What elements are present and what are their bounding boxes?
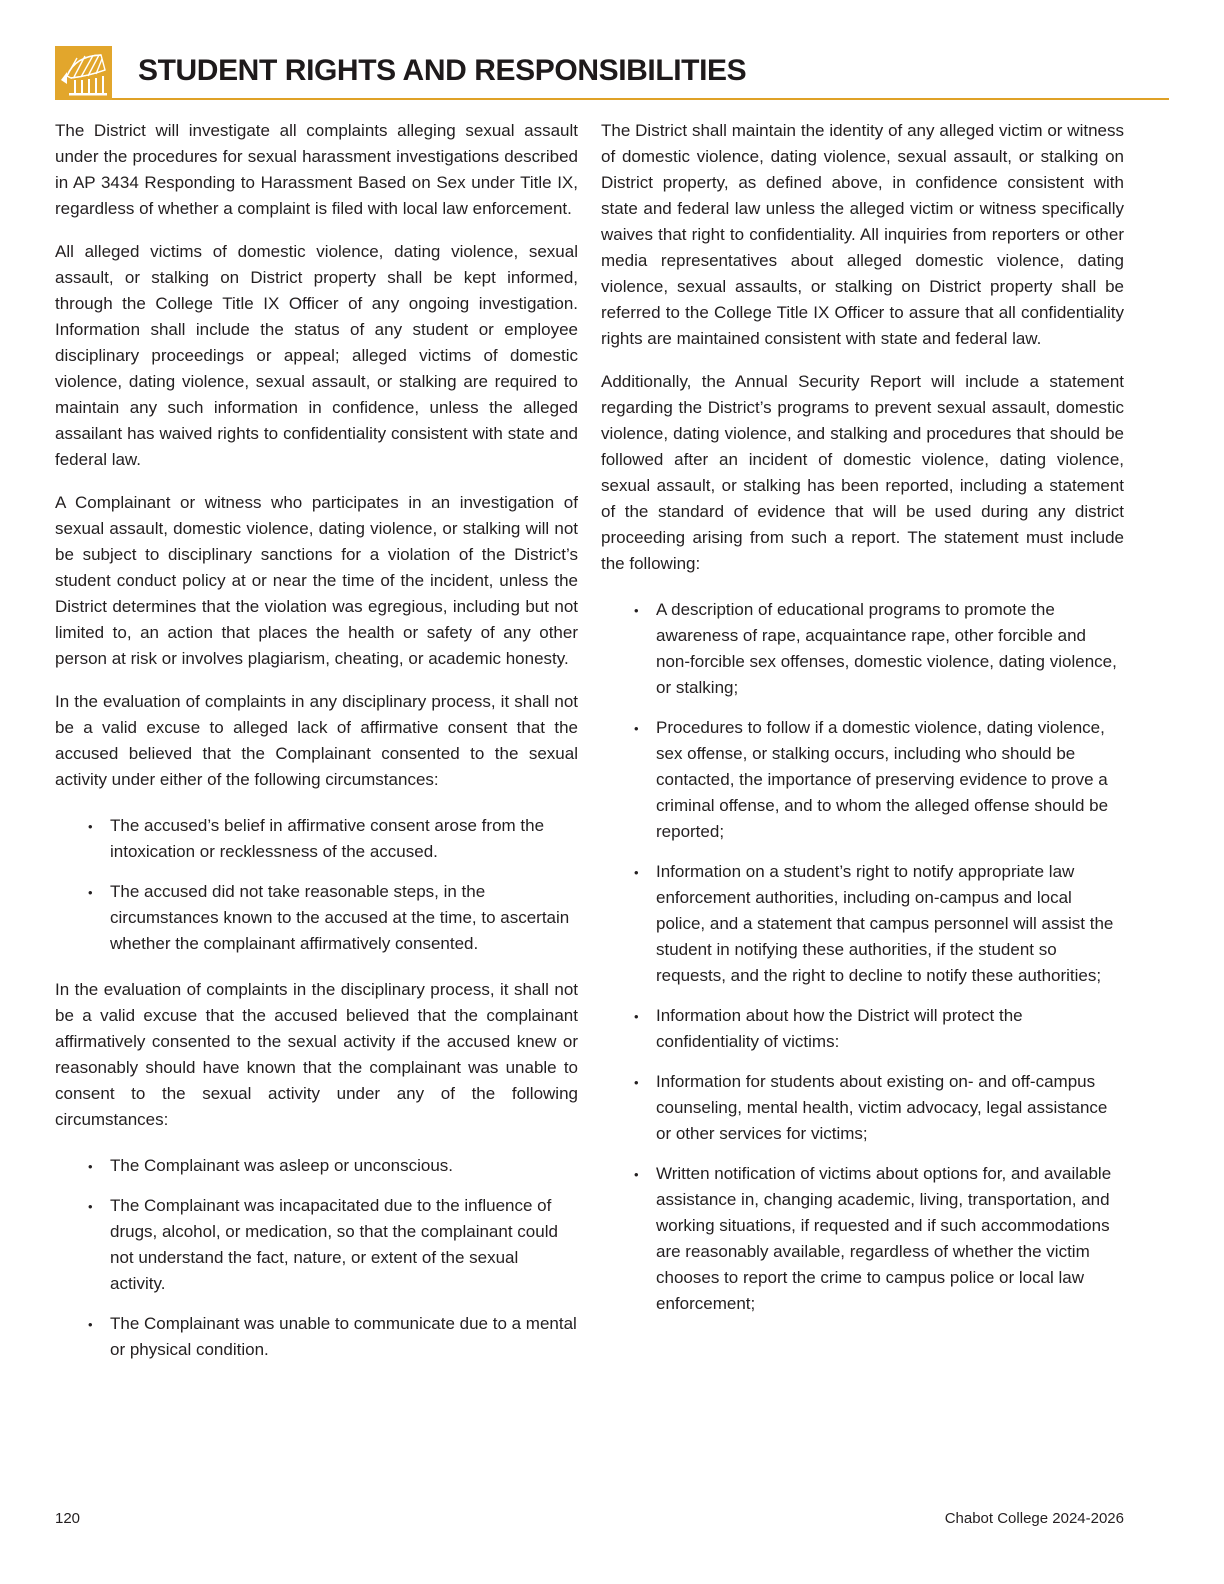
page-number: 120 — [55, 1510, 81, 1527]
college-rotunda-building-icon — [55, 46, 112, 100]
document-body — [55, 118, 1125, 1383]
edition-label: Chabot College 2024-2026 — [944, 1510, 1124, 1527]
list-item: • Information about how the District will protect the confidentiality of victims: — [634, 1003, 1124, 1055]
body-paragraph: Additionally, the Annual Security Report will include a statement regarding the District’s programs to prevent sexual assault, domestic violence, dating violence, and stalking and procedures that should be followed after an incident of domestic violence, dating violence, sexual assault, or stalking has been reported, including a statement of the standard of evidence that will be used during any district proceeding arising from such a report. The statement must include the following: — [601, 372, 1124, 573]
header-gold-rule — [55, 98, 1169, 100]
list-item: • The Complainant was incapacitated due to the influence of drugs, alcohol, or medication, so that the complainant could not understand the fact, nature, or extent of the sexual activity. — [88, 1193, 578, 1297]
body-paragraph: In the evaluation of complaints in any disciplinary process, it shall not be a valid excuse to alleged lack of affirmative consent that the accused believed that the Complainant consented to the sexual activity under either of the following circumstances: — [55, 692, 578, 789]
bullet-list — [634, 597, 1124, 1317]
body-paragraph: All alleged victims of domestic violence, dating violence, sexual assault, or stalking on District property shall be kept informed, through the College Title IX Officer of any ongoing investigation. Information shall include the status of any student or employee disciplinary proceedings or appeal; alleged victims of domestic violence, dating violence, sexual assault, or stalking are required to maintain any such information in confidence, unless the alleged assailant has waived rights to confidentiality consistent with state and federal law. — [55, 242, 578, 469]
page-footer — [55, 1510, 1124, 1527]
page-header — [55, 46, 1169, 100]
list-item: • The accused’s belief in affirmative consent arose from the intoxication or recklessness of the accused. — [88, 813, 578, 865]
list-item: • Information for students about existing on- and off-campus counseling, mental health, victim advocacy, legal assistance or other services for victims; — [634, 1069, 1124, 1147]
body-paragraph: The District will investigate all complaints alleging sexual assault under the procedures for sexual harassment investigations described in AP 3434 Responding to Harassment Based on Sex under Title IX, regardless of whether a complaint is filed with local law enforcement. — [55, 121, 578, 218]
list-item: • Written notification of victims about options for, and available assistance in, changing academic, living, transportation, and working situations, if requested and if such accommodations are reasonably available, regardless of whether the victim chooses to report the crime to campus police or local law enforcement; — [634, 1161, 1124, 1317]
bullet-list — [88, 1153, 578, 1363]
body-paragraph: A Complainant or witness who participates in an investigation of sexual assault, domestic violence, dating violence, or stalking will not be subject to disciplinary sanctions for a violation of the District’s student conduct policy at or near the time of the incident, unless the District determines that the violation was egregious, including but not limited to, an action that places the health or safety of any other person at risk or involves plagiarism, cheating, or academic honesty. — [55, 493, 578, 668]
list-item: • The Complainant was asleep or unconscious. — [88, 1153, 578, 1179]
body-paragraph: In the evaluation of complaints in the disciplinary process, it shall not be a valid excuse that the accused believed that the complainant affirmatively consented to the sexual activity if the accused knew or reasonably should have known that the complainant was unable to consent to the sexual activity under any of the following circumstances: — [55, 980, 578, 1129]
right-column — [601, 118, 1124, 1383]
list-item: • Information on a student’s right to notify appropriate law enforcement authorities, including on-campus and local police, and a statement that campus personnel will assist the student in notifying these authorities, if the student so requests, and the right to decline to notify these authorities; — [634, 859, 1124, 989]
body-paragraph: The District shall maintain the identity of any alleged victim or witness of domestic violence, dating violence, sexual assault, or stalking on District property, as defined above, in confidence consistent with state and federal law unless the alleged victim or witness specifically waives that right to confidentiality. All inquiries from reporters or other media representatives about alleged domestic violence, dating violence, sexual assaults, or stalking on District property shall be referred to the College Title IX Officer to assure that all confidentiality rights are maintained consistent with state and federal law. — [601, 121, 1124, 348]
list-item: • The Complainant was unable to communicate due to a mental or physical condition. — [88, 1311, 578, 1363]
list-item: • A description of educational programs to promote the awareness of rape, acquaintance rape, other forcible and non-forcible sex offenses, domestic violence, dating violence, or stalking; — [634, 597, 1124, 701]
left-column — [55, 118, 578, 1383]
bullet-list — [88, 813, 578, 957]
list-item: • The accused did not take reasonable steps, in the circumstances known to the accused at the time, to ascertain whether the complainant affirmatively consented. — [88, 879, 578, 957]
page-title: STUDENT RIGHTS AND RESPONSIBILITIES — [138, 54, 747, 87]
list-item: • Procedures to follow if a domestic violence, dating violence, sex offense, or stalking occurs, including who should be contacted, the importance of preserving evidence to prove a criminal offense, and to whom the alleged offense should be reported; — [634, 715, 1124, 845]
